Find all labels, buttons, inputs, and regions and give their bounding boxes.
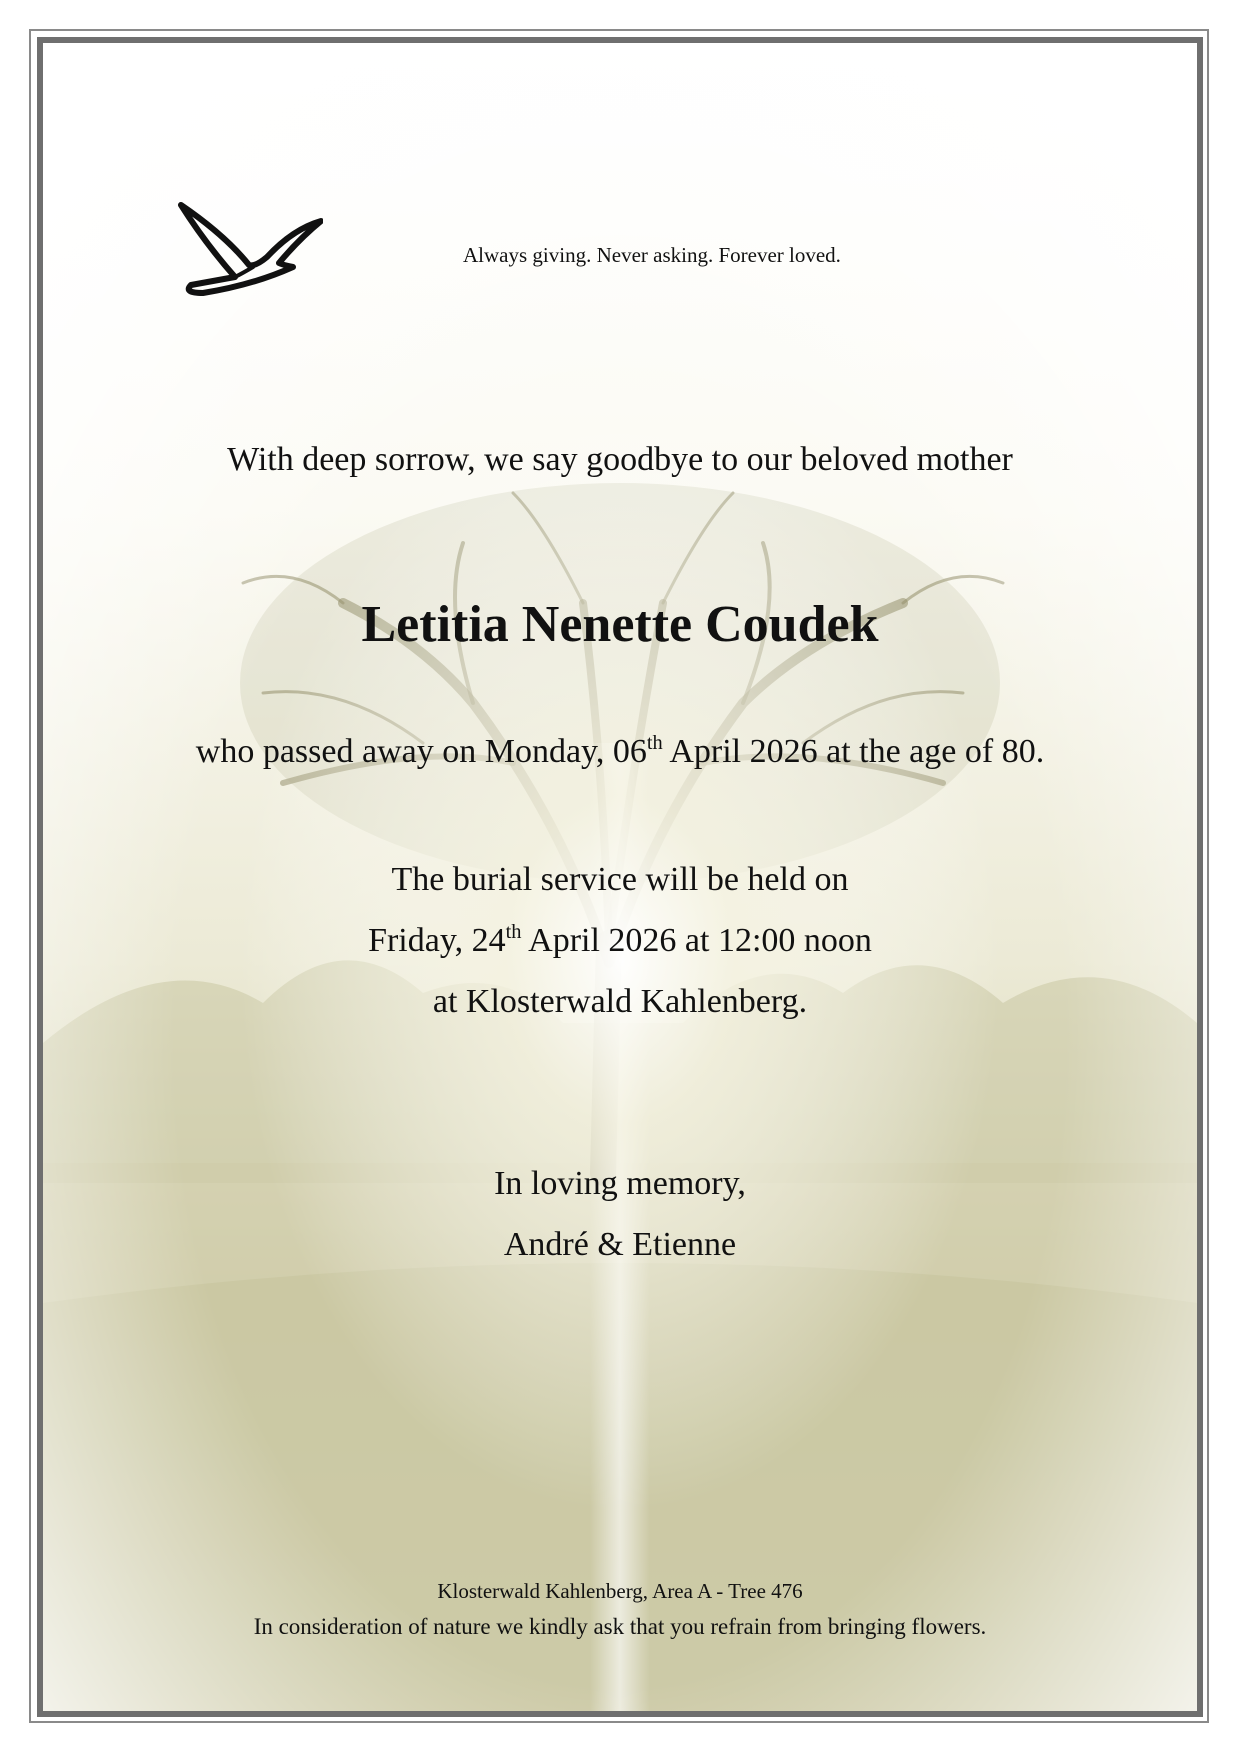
- passing-date-after: April 2026 at the age of 80.: [662, 733, 1045, 770]
- service-date-after: April 2026 at 12:00 noon: [521, 922, 872, 959]
- service-line-1: The burial service will be held on: [391, 861, 849, 898]
- service-date-suffix: th: [505, 920, 522, 943]
- service-date-before: Friday, 24: [368, 922, 506, 959]
- service-line-2: [43, 922, 1197, 960]
- passing-date-suffix: th: [646, 731, 663, 754]
- service-line-3: at Klosterwald Kahlenberg.: [432, 983, 808, 1020]
- passing-date-text: [43, 733, 1197, 771]
- deceased-name: Letitia Nenette Coudek: [361, 596, 879, 653]
- obituary-card: [37, 37, 1203, 1717]
- memory-line-1: In loving memory,: [494, 1165, 746, 1202]
- motto-text: Always giving. Never asking. Forever loved.: [463, 243, 841, 267]
- dove-icon: [143, 181, 323, 311]
- intro-text: With deep sorrow, we say goodbye to our beloved mother: [227, 441, 1013, 478]
- burial-location: Klosterwald Kahlenberg, Area A - Tree 476: [437, 1579, 803, 1603]
- flowers-note: In consideration of nature we kindly ask that you refrain from bringing flowers.: [253, 1614, 987, 1639]
- passing-date-before: who passed away on Monday, 06: [195, 733, 647, 770]
- mourners-names: André & Etienne: [503, 1226, 737, 1263]
